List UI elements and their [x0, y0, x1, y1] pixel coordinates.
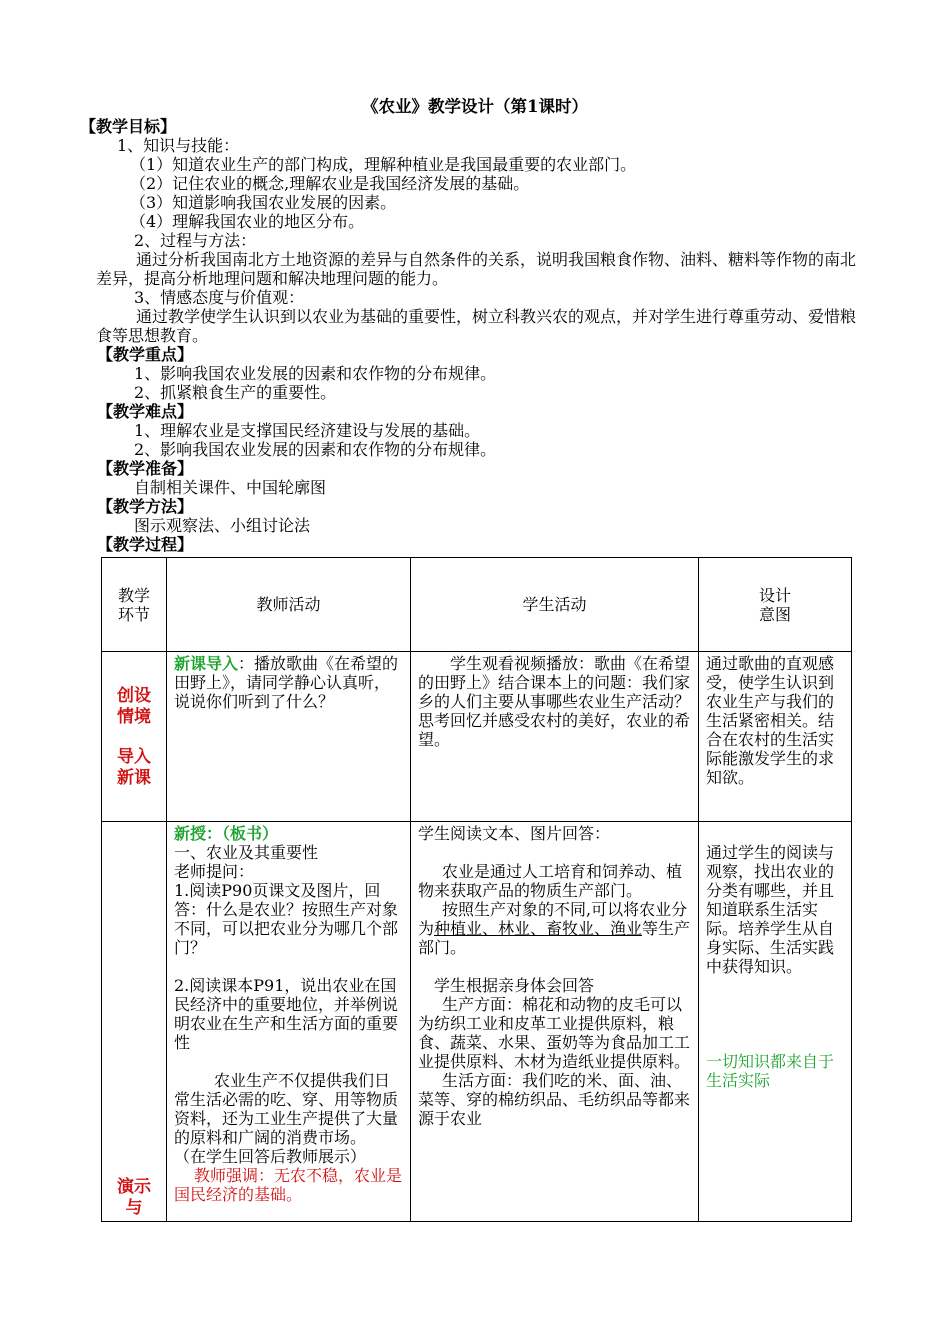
method-text: 图示观察法、小组讨论法 — [134, 516, 311, 535]
table-header-row — [102, 558, 852, 652]
design-intent-cell: 通过学生的阅读与观察，找出农业的分类有哪些，并且知道联系生活实际。培养学生从自身实际、生活实践中获得知识。 一切知识都来自于生活实际 — [699, 822, 852, 1222]
objective-1-item: （1）知道农业生产的部门构成，理解种植业是我国最重要的农业部门。 — [130, 155, 637, 174]
header-design: 设计 意图 — [699, 558, 852, 652]
objective-1-item: （3）知道影响我国农业发展的因素。 — [130, 193, 397, 212]
key-points-heading: 【教学重点】 — [97, 345, 194, 364]
header-stage: 教学 环节 — [102, 558, 167, 652]
objective-3-text: 通过教学使学生认识到以农业为基础的重要性，树立科教兴农的观点，并对学生进行尊重劳动、爱惜粮食等思想教育。 — [96, 307, 857, 345]
objective-1-item: （4）理解我国农业的地区分布。 — [130, 212, 365, 231]
process-table — [101, 557, 852, 1222]
objectives-heading: 【教学目标】 — [80, 117, 177, 136]
student-activity-cell: 学生观看视频播放：歌曲《在希望的田野上》结合课本上的问题：我们家乡的人们主要从事哪些农业生产活动？思考回忆并感受农村的美好，农业的希望。 — [411, 652, 699, 822]
difficulty-heading: 【教学难点】 — [97, 402, 194, 421]
new-lesson-label: 新课导入 — [174, 654, 239, 673]
key-point-item: 1、影响我国农业发展的因素和农作物的分布规律。 — [134, 364, 497, 383]
table-row — [102, 822, 852, 1222]
objective-2-text: 通过分析我国南北方土地资源的差异与自然条件的关系，说明我国粮食作物、油料、糖料等作物的南北差异，提高分析地理问题和解决地理问题的能力。 — [96, 250, 857, 288]
objective-2-title: 2、过程与方法： — [134, 231, 257, 250]
difficulty-item: 2、影响我国农业发展的因素和农作物的分布规律。 — [134, 440, 497, 459]
preparation-text: 自制相关课件、中国轮廓图 — [134, 478, 327, 497]
header-teacher: 教师活动 — [167, 558, 411, 652]
objective-3-title: 3、情感态度与价值观： — [134, 288, 305, 307]
teacher-activity-cell: 新课导入：播放歌曲《在希望的田野上》，请同学静心认真听，说说你们听到了什么？ — [167, 652, 411, 822]
design-intent-cell: 通过歌曲的直观感受，使学生认识到农业生产与我们的生活紧密相关。结合在农村的生活实际能激发学生的求知欲。 — [699, 652, 852, 822]
teacher-emphasis: 教师强调：无农不稳，农业是国民经济的基础。 — [174, 1166, 403, 1204]
student-activity-cell: 学生阅读文本、图片回答： 农业是通过人工培育和饲养动、植物来获取产品的物质生产部门。 按照生产对象的不同,可以将农业分为种植业、林业、畜牧业、渔业等生产部门。 学生根据亲身体会回答 生产方面：棉花和动物的皮毛可以为纺织工业和皮革工业提供原料，粮食、蔬菜、水果、蛋奶等为食品加工工业提供原料、木材为造纸业提供原料。 生活方面：我们吃的米、面、油、菜等、穿的棉纺织品、毛纺织品等都来源于农业 — [411, 822, 699, 1222]
objective-1-item: （2）记住农业的概念,理解农业是我国经济发展的基础。 — [130, 174, 530, 193]
preparation-heading: 【教学准备】 — [97, 459, 194, 478]
intro-section — [80, 117, 870, 554]
stage-cell: 创设 情境 导入 新课 — [102, 652, 167, 822]
objective-1-title: 1、知识与技能： — [117, 136, 240, 155]
stage-cell: 演示 与 — [102, 822, 167, 1222]
header-student: 学生活动 — [411, 558, 699, 652]
difficulty-item: 1、理解农业是支撑国民经济建设与发展的基础。 — [134, 421, 481, 440]
design-highlight: 一切知识都来自于生活实际 — [706, 1052, 835, 1090]
document-title: 《农业》教学设计（第1课时） — [362, 97, 588, 116]
process-heading: 【教学过程】 — [97, 535, 194, 554]
teacher-activity-cell: 新授：（板书） 一、农业及其重要性 老师提问： 1.阅读P90页课文及图片，回答：什么是农业？按照生产对象不同，可以把农业分为哪几个部门？ 2.阅读课本P91，说出农业在国民经济中的重要地位，并举例说明农业在生产和生活方面的重要性 农业生产不仅提供我们日常生活必需的吃、穿、用等物质资料，还为工业生产提供了大量的原料和广阔的消费市场。 （在学生回答后教师展示） 教师强调：无农不稳，农业是国民经济的基础。 — [167, 822, 411, 1222]
key-point-item: 2、抓紧粮食生产的重要性。 — [134, 383, 337, 402]
table-row — [102, 652, 852, 822]
new-teaching-label: 新授：（板书） — [174, 824, 279, 843]
method-heading: 【教学方法】 — [97, 497, 194, 516]
